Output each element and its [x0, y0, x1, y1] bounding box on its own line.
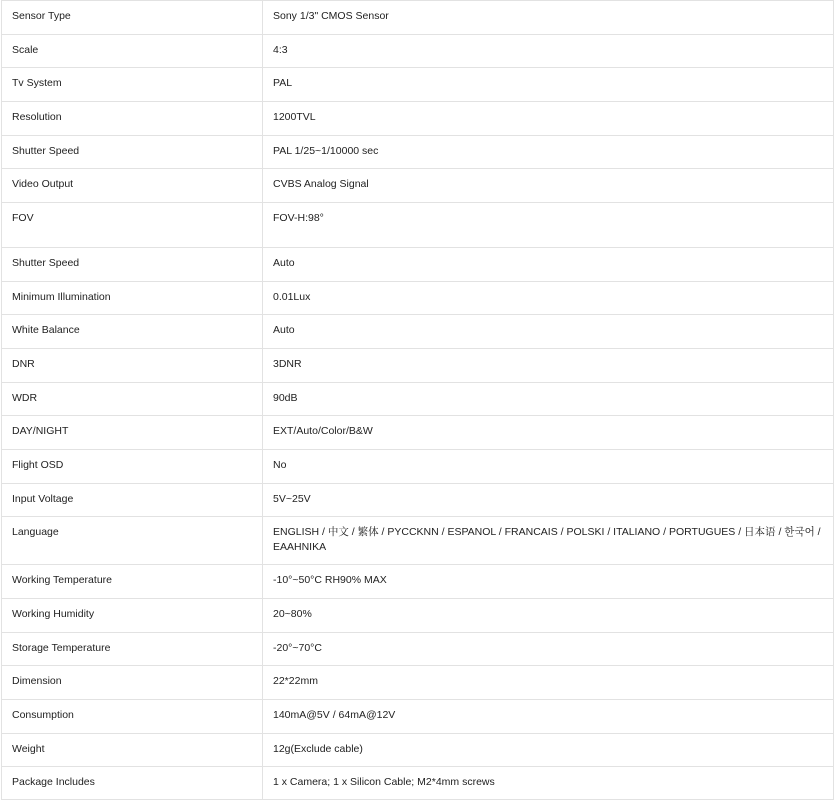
spec-label: Tv System — [2, 68, 263, 102]
table-row — [2, 315, 834, 349]
table-row — [2, 734, 834, 767]
spec-value: CVBS Analog Signal — [263, 169, 834, 203]
spec-value: PAL 1/25~1/10000 sec — [263, 136, 834, 169]
spec-label: Scale — [2, 35, 263, 68]
spec-label: DNR — [2, 349, 263, 383]
spec-value: 4:3 — [263, 35, 834, 68]
spec-label: Working Humidity — [2, 599, 263, 633]
table-row — [2, 282, 834, 315]
table-row — [2, 136, 834, 169]
spec-value: -20°~70°C — [263, 633, 834, 666]
table-row — [2, 484, 834, 517]
table-row — [2, 450, 834, 484]
spec-label: Video Output — [2, 169, 263, 203]
table-row — [2, 68, 834, 102]
table-row — [2, 767, 834, 800]
spec-value: EXT/Auto/Color/B&W — [263, 416, 834, 450]
table-row — [2, 102, 834, 136]
table-row — [2, 416, 834, 450]
spec-label: Sensor Type — [2, 1, 263, 35]
spec-label: FOV — [2, 203, 263, 248]
spec-label: WDR — [2, 383, 263, 416]
spec-value: 1 x Camera; 1 x Silicon Cable; M2*4mm screws — [263, 767, 834, 800]
spec-label: White Balance — [2, 315, 263, 349]
spec-label: DAY/NIGHT — [2, 416, 263, 450]
spec-value: Sony 1/3" CMOS Sensor — [263, 1, 834, 35]
spec-label: Weight — [2, 734, 263, 767]
table-row — [2, 35, 834, 68]
spec-label: Dimension — [2, 666, 263, 700]
table-row — [2, 633, 834, 666]
spec-value: Auto — [263, 315, 834, 349]
spec-value: 3DNR — [263, 349, 834, 383]
table-row — [2, 248, 834, 282]
spec-label: Shutter Speed — [2, 136, 263, 169]
spec-value: 12g(Exclude cable) — [263, 734, 834, 767]
spec-label: Working Temperature — [2, 565, 263, 599]
spec-label: Language — [2, 517, 263, 565]
spec-value: No — [263, 450, 834, 484]
spec-value: 90dB — [263, 383, 834, 416]
spec-value: Auto — [263, 248, 834, 282]
spec-value: 0.01Lux — [263, 282, 834, 315]
spec-label: Minimum Illumination — [2, 282, 263, 315]
spec-label: Storage Temperature — [2, 633, 263, 666]
spec-label: Consumption — [2, 700, 263, 734]
spec-value: 1200TVL — [263, 102, 834, 136]
spec-label: Package Includes — [2, 767, 263, 800]
spec-value: -10°~50°C RH90% MAX — [263, 565, 834, 599]
table-row — [2, 599, 834, 633]
spec-label: Resolution — [2, 102, 263, 136]
spec-value: ENGLISH / 中文 / 繁体 / PYCCKNN / ESPANOL / FRANCAIS / POLSKI / ITALIANO / PORTUGUES / 日本语 / 한국어 / EAAHNIKA — [263, 517, 834, 565]
table-row — [2, 517, 834, 565]
spec-label: Shutter Speed — [2, 248, 263, 282]
spec-value: PAL — [263, 68, 834, 102]
table-row — [2, 203, 834, 248]
table-row — [2, 169, 834, 203]
spec-value: 20~80% — [263, 599, 834, 633]
spec-value: 5V~25V — [263, 484, 834, 517]
spec-value: 22*22mm — [263, 666, 834, 700]
spec-label: Flight OSD — [2, 450, 263, 484]
table-row — [2, 349, 834, 383]
spec-label: Input Voltage — [2, 484, 263, 517]
table-row — [2, 383, 834, 416]
specifications-table — [1, 0, 834, 800]
table-row — [2, 700, 834, 734]
table-row — [2, 666, 834, 700]
spec-value: FOV-H:98° — [263, 203, 834, 248]
table-row — [2, 565, 834, 599]
spec-value: 140mA@5V / 64mA@12V — [263, 700, 834, 734]
table-row — [2, 1, 834, 35]
